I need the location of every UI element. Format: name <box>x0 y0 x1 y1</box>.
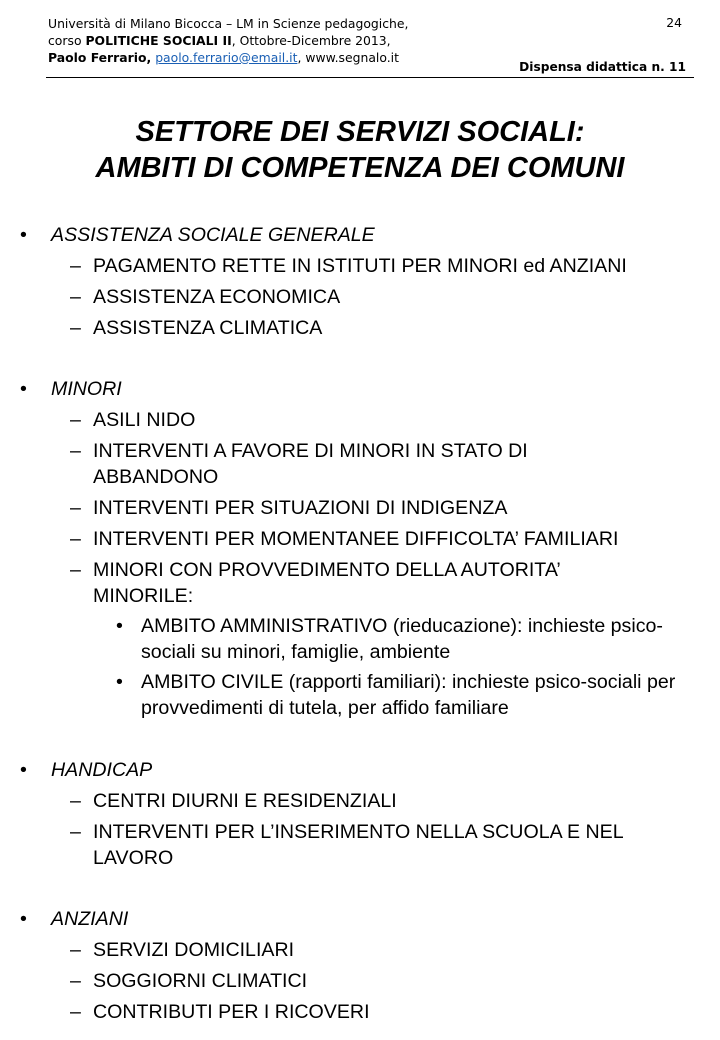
dash-icon: – <box>70 255 81 277</box>
dash-icon: – <box>70 528 81 550</box>
list-item: – MINORI CON PROVVEDIMENTO DELLA AUTORITA’ MINORILE: <box>70 559 561 607</box>
website: , www.segnalo.it <box>297 50 399 65</box>
header-divider <box>46 77 694 78</box>
bullet-icon: • <box>20 908 27 930</box>
dash-icon: – <box>70 939 81 961</box>
list-item: – ASSISTENZA ECONOMICA <box>70 286 341 308</box>
section-heading: • ASSISTENZA SOCIALE GENERALE <box>20 224 375 246</box>
course-name: POLITICHE SOCIALI II <box>85 33 232 48</box>
dash-icon: – <box>70 440 81 462</box>
dash-icon: – <box>70 497 81 519</box>
dash-icon: – <box>70 409 81 431</box>
list-item: – ASSISTENZA CLIMATICA <box>70 317 323 339</box>
dash-icon: – <box>70 970 81 992</box>
list-item: – CENTRI DIURNI E RESIDENZIALI <box>70 790 397 812</box>
bullet-icon: • <box>20 759 27 781</box>
list-item: – PAGAMENTO RETTE IN ISTITUTI PER MINORI ed ANZIANI <box>70 255 627 277</box>
dash-icon: – <box>70 559 81 581</box>
bullet-icon: • <box>20 378 27 400</box>
dash-icon: – <box>70 286 81 308</box>
list-item: – INTERVENTI PER MOMENTANEE DIFFICOLTA’ FAMILIARI <box>70 528 619 550</box>
header-author <box>48 49 408 66</box>
list-item: – ASILI NIDO <box>70 409 196 431</box>
dash-icon: – <box>70 790 81 812</box>
email-link[interactable]: paolo.ferrario@email.it <box>155 50 298 65</box>
bullet-icon: • <box>116 615 123 637</box>
title-line-2: AMBITI DI COMPETENZA DEI COMUNI <box>95 152 625 184</box>
list-item: – INTERVENTI PER L’INSERIMENTO NELLA SCUOLA E NEL LAVORO <box>70 821 623 869</box>
section-heading: • HANDICAP <box>20 759 153 781</box>
bullet-icon: • <box>116 671 123 693</box>
list-item: – CONTRIBUTI PER I RICOVERI <box>70 1001 370 1023</box>
page-header <box>48 15 408 66</box>
section-heading: • MINORI <box>20 378 122 400</box>
list-item: – INTERVENTI A FAVORE DI MINORI IN STATO DI ABBANDONO <box>70 440 528 488</box>
list-item: – SOGGIORNI CLIMATICI <box>70 970 308 992</box>
author-name: Paolo Ferrario, <box>48 50 152 65</box>
bullet-icon: • <box>20 224 27 246</box>
list-item: – SERVIZI DOMICILIARI <box>70 939 295 961</box>
list-item: – INTERVENTI PER SITUAZIONI DI INDIGENZA <box>70 497 508 519</box>
header-course: corso POLITICHE SOCIALI II, Ottobre-Dicembre 2013, <box>48 33 391 48</box>
page-title <box>0 114 720 186</box>
sub-list-item: • AMBITO AMMINISTRATIVO (rieducazione): inchieste psico-sociali su minori, famiglie, ambiente <box>116 615 663 663</box>
dash-icon: – <box>70 317 81 339</box>
page-number: 24 <box>666 15 682 30</box>
sub-list-item: • AMBITO CIVILE (rapporti familiari): inchieste psico-sociali per provvedimenti di tutela, per affido familiare <box>116 671 676 719</box>
dispensa-label: Dispensa didattica n. 11 <box>519 60 686 74</box>
title-line-1: SETTORE DEI SERVIZI SOCIALI: <box>135 116 585 148</box>
dash-icon: – <box>70 1001 81 1023</box>
dash-icon: – <box>70 821 81 843</box>
section-heading: • ANZIANI <box>20 908 129 930</box>
header-university: Università di Milano Bicocca – LM in Scienze pedagogiche, <box>48 16 409 31</box>
